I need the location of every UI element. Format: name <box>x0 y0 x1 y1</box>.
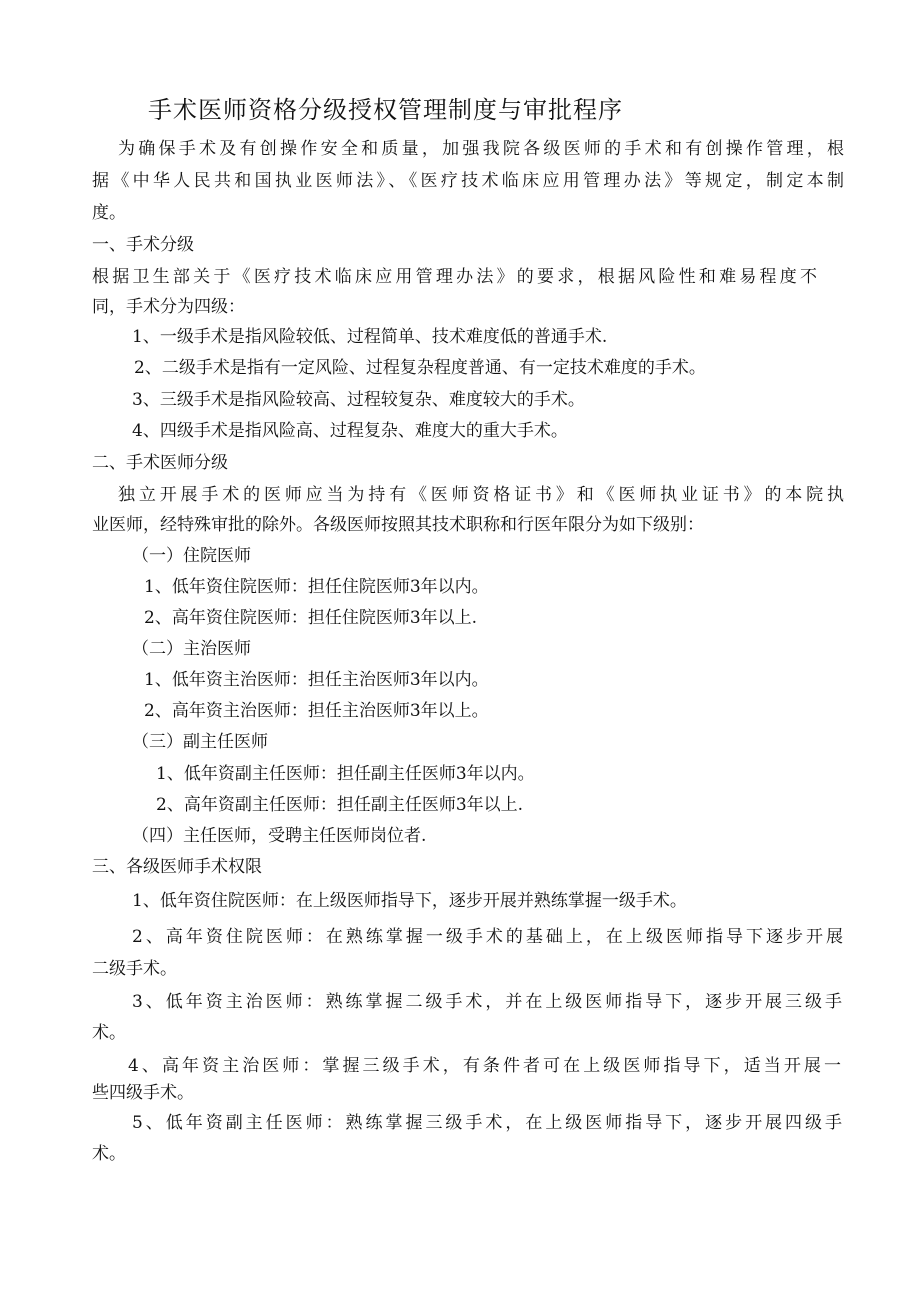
section-3-heading: 三、各级医师手术权限 <box>92 857 262 877</box>
permission-2-line-2: 二级手术。 <box>92 959 177 979</box>
permission-4-line-1: 4、高年资主治医师：掌握三级手术，有条件者可在上级医师指导下，适当开展一 <box>128 1056 841 1076</box>
section-2-desc-line-2: 业医师，经特殊审批的除外。各级医师按照其技术职称和行医年限分为如下级别： <box>92 515 704 535</box>
surgery-level-4: 4、四级手术是指风险高、过程复杂、难度大的重大手术。 <box>132 421 568 441</box>
group-1-item-2: 2、高年资住院医师：担任住院医师3年以上. <box>144 608 478 628</box>
intro-line-1: 为确保手术及有创操作安全和质量，加强我院各级医师的手术和有创操作管理，根 <box>118 139 844 159</box>
section-1-desc-line-1: 根据卫生部关于《医疗技术临床应用管理办法》的要求，根据风险性和难易程度不 <box>92 267 817 287</box>
group-3-label: （三）副主任医师 <box>132 732 268 752</box>
permission-2-line-1: 2、高年资住院医师：在熟练掌握一级手术的基础上，在上级医师指导下逐步开展 <box>132 927 843 947</box>
surgery-level-3: 3、三级手术是指风险较高、过程较复杂、难度较大的手术。 <box>132 390 585 410</box>
permission-3-line-1: 3、低年资主治医师：熟练掌握二级手术，并在上级医师指导下，逐步开展三级手 <box>132 992 842 1012</box>
group-2-item-2: 2、高年资主治医师：担任主治医师3年以上。 <box>144 701 489 721</box>
group-3-item-2: 2、高年资副主任医师：担任副主任医师3年以上. <box>156 795 524 815</box>
permission-5-line-1: 5、低年资副主任医师：熟练掌握三级手术，在上级医师指导下，逐步开展四级手 <box>132 1113 842 1133</box>
surgery-level-1: 1、一级手术是指风险较低、过程简单、技术难度低的普通手术. <box>132 327 608 347</box>
permission-4-line-2: 些四级手术。 <box>92 1083 194 1103</box>
intro-line-3: 度。 <box>92 203 126 223</box>
group-4-label: （四）主任医师，受聘主任医师岗位者. <box>132 826 427 846</box>
document-title: 手术医师资格分级授权管理制度与审批程序 <box>148 96 623 124</box>
group-3-item-1: 1、低年资副主任医师：担任副主任医师3年以内。 <box>156 764 535 784</box>
section-1-desc-line-2: 同，手术分为四级： <box>92 297 245 317</box>
group-2-item-1: 1、低年资主治医师：担任主治医师3年以内。 <box>144 670 489 690</box>
group-1-label: （一）住院医师 <box>132 546 251 566</box>
section-2-desc-line-1: 独立开展手术的医师应当为持有《医师资格证书》和《医师执业证书》的本院执 <box>118 485 844 505</box>
surgery-level-2: 2、二级手术是指有一定风险、过程复杂程度普通、有一定技术难度的手术。 <box>134 358 706 378</box>
group-1-item-1: 1、低年资住院医师：担任住院医师3年以内。 <box>144 577 489 597</box>
section-2-heading: 二、手术医师分级 <box>92 453 228 473</box>
permission-3-line-2: 术。 <box>92 1023 126 1043</box>
group-2-label: （二）主治医师 <box>132 639 251 659</box>
permission-5-line-2: 术。 <box>92 1144 126 1164</box>
section-1-heading: 一、手术分级 <box>92 235 194 255</box>
permission-1-line-1: 1、低年资住院医师：在上级医师指导下，逐步开展并熟练掌握一级手术。 <box>132 891 687 911</box>
intro-line-2: 据《中华人民共和国执业医师法》、《医疗技术临床应用管理办法》等规定，制定本制 <box>92 171 844 191</box>
